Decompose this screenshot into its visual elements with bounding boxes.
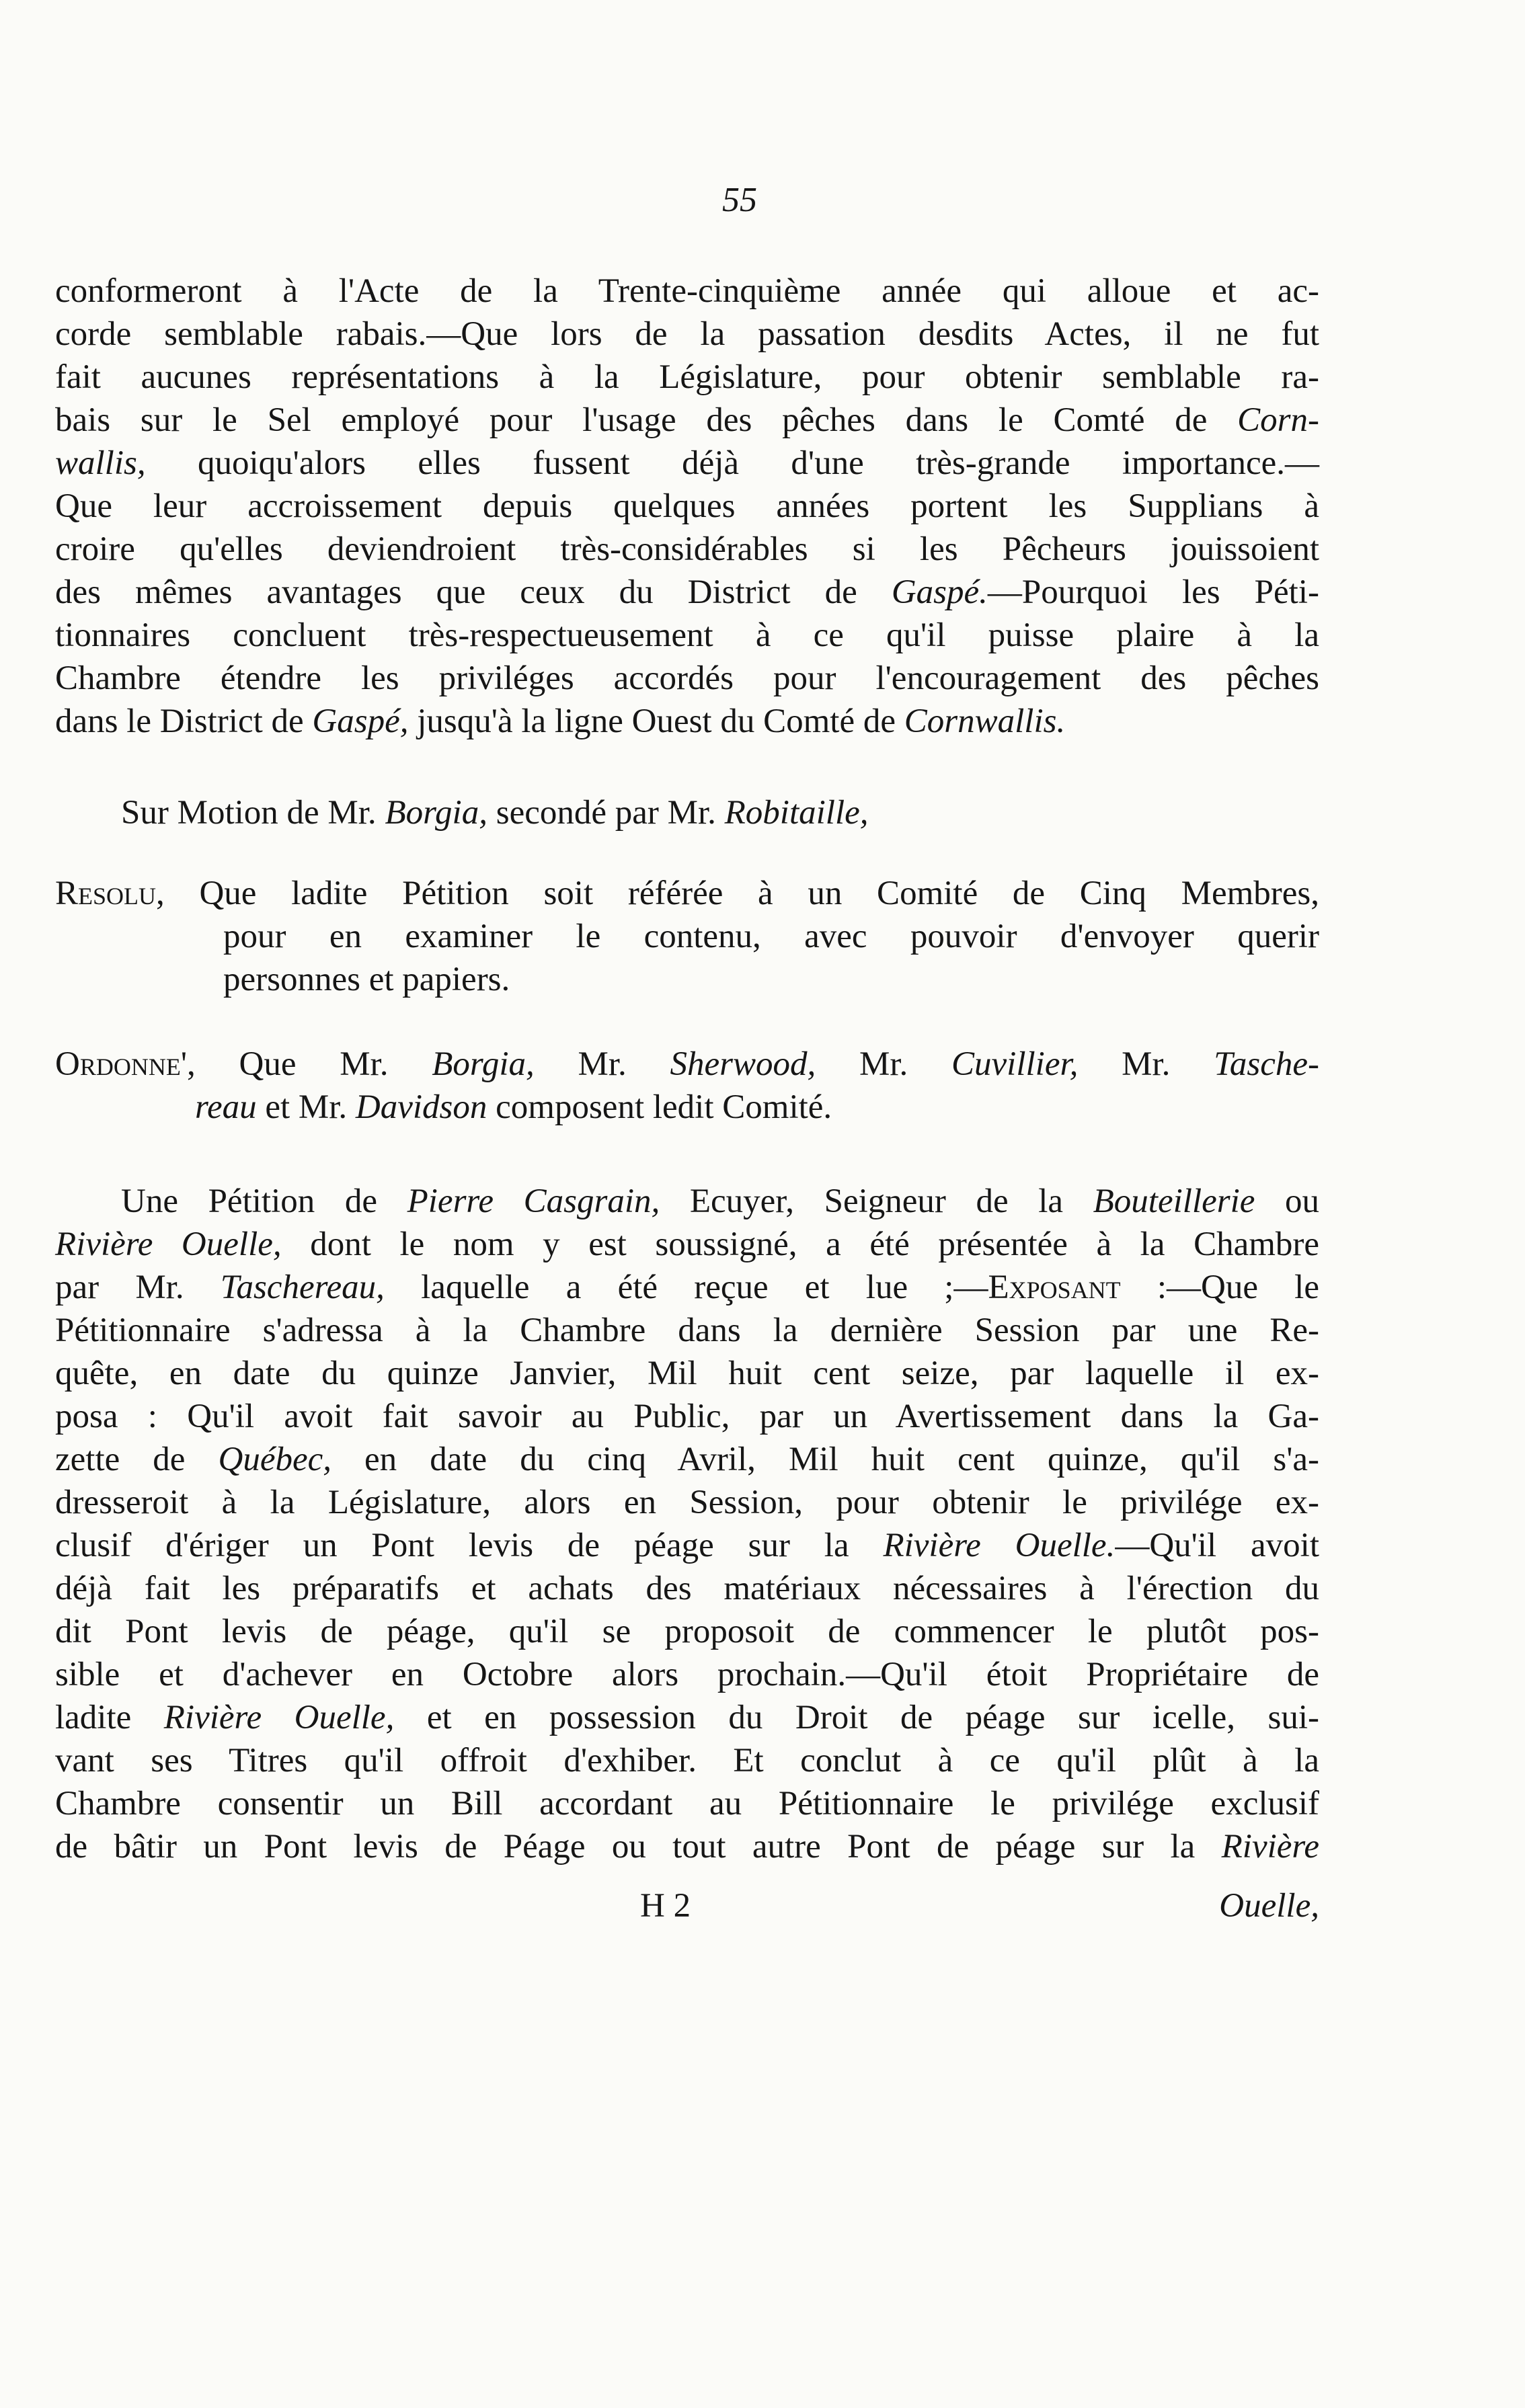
text-run: de bâtir un Pont levis de Péage ou tout autre Pont de péage sur la [55, 1828, 1222, 1865]
signature-mark: H 2 [640, 1887, 691, 1925]
text-run: —Pourquoi les Péti- [987, 573, 1319, 611]
italic-text: Tasche- [1214, 1045, 1319, 1083]
page-footer [55, 1882, 1319, 1929]
text-line [55, 1781, 1319, 1826]
text-line [223, 914, 1319, 959]
text-run: Que leur accroissement depuis quelques années portent les Supplians à [55, 487, 1319, 525]
text-line [55, 656, 1319, 700]
text-run: Sur Motion de Mr. [121, 794, 385, 832]
small-caps-text: Ordonne', [55, 1045, 196, 1083]
italic-text: Gaspé, [312, 703, 409, 740]
text-run: conformeront à l'Acte de la Trente-cinquième année qui alloue et ac- [55, 272, 1319, 310]
text-run: Ecuyer, Seigneur de la [660, 1182, 1093, 1220]
text-run: Que Mr. [195, 1045, 432, 1083]
text-line [55, 441, 1319, 485]
text-line [55, 570, 1319, 614]
text-run: composent ledit Comité. [487, 1088, 832, 1126]
text-run: Chambre étendre les priviléges accordés pour l'encouragement des pêches [55, 659, 1319, 697]
text-line [55, 398, 1319, 442]
text-line [55, 1394, 1319, 1439]
text-line [121, 791, 1319, 835]
italic-text: Taschereau, [220, 1269, 385, 1306]
text-run: Mr. [816, 1045, 951, 1083]
text-run: quête, en date du quinze Janvier, Mil huit cent seize, par laquelle il ex- [55, 1355, 1319, 1392]
text-line [55, 1042, 1319, 1086]
italic-text: Sherwood, [670, 1045, 816, 1083]
text-run: jusqu'à la ligne Ouest du Comté de [408, 703, 904, 740]
text-line [55, 527, 1319, 571]
page-number: 55 [722, 181, 757, 219]
text-run: dont le nom y est soussigné, a été présentée à la Chambre [281, 1226, 1320, 1263]
text-run: dresseroit à la Législature, alors en Session, pour obtenir le privilége ex- [55, 1484, 1319, 1521]
text-line [55, 1695, 1319, 1740]
text-line [55, 1351, 1319, 1396]
italic-text: Corn- [1237, 401, 1319, 439]
text-line [55, 1738, 1319, 1783]
text-line [55, 355, 1319, 399]
text-run: pour en examiner le contenu, avec pouvoir d'envoyer querir [223, 918, 1319, 955]
italic-text: Rivière Ouelle, [55, 1226, 282, 1263]
italic-text: Rivière [1221, 1828, 1319, 1865]
text-run: dans le District de [55, 703, 313, 740]
text-run: Chambre consentir un Bill accordant au Pétitionnaire le privilége exclusif [55, 1785, 1319, 1822]
text-line [55, 871, 1319, 916]
small-caps-text: Resolu, [55, 875, 165, 912]
italic-text: Davidson [355, 1088, 487, 1126]
text-run: et Mr. [256, 1088, 356, 1126]
text-run: :—Que le [1120, 1269, 1319, 1306]
text-run: sible et d'achever en Octobre alors prochain.—Qu'il étoit Propriétaire de [55, 1656, 1319, 1693]
text-run: vant ses Titres qu'il offroit d'exhiber. Et conclut à ce qu'il plût à la [55, 1742, 1319, 1779]
italic-text: Québec, [218, 1441, 331, 1478]
italic-text: reau [195, 1088, 257, 1126]
text-run: secondé par Mr. [487, 794, 725, 832]
italic-text: Borgia, [432, 1045, 535, 1083]
text-line [55, 312, 1319, 356]
text-run: laquelle a été reçue et lue ;— [384, 1269, 988, 1306]
text-run: par Mr. [55, 1269, 221, 1306]
text-run: posa : Qu'il avoit fait savoir au Public, par un Avertissement dans la Ga- [55, 1398, 1319, 1435]
text-run: clusif d'ériger un Pont levis de péage sur la [55, 1527, 884, 1564]
text-line [55, 699, 1319, 744]
text-run: Mr. [534, 1045, 670, 1083]
text-run: Mr. [1078, 1045, 1214, 1083]
text-run: zette de [55, 1441, 219, 1478]
text-line [55, 269, 1319, 313]
text-run: ou [1255, 1182, 1320, 1220]
italic-text: wallis, [55, 444, 146, 482]
italic-text: Rivière Ouelle, [163, 1699, 395, 1736]
text-run: quoiqu'alors elles fussent déjà d'une très-grande importance.— [145, 444, 1319, 482]
text-line [55, 1437, 1319, 1482]
italic-text: Rivière Ouelle. [883, 1527, 1116, 1564]
text-run: croire qu'elles deviendroient très-considérables si les Pêcheurs jouissoient [55, 530, 1319, 568]
text-run: Une Pétition de [121, 1182, 407, 1220]
italic-text: Borgia, [385, 794, 487, 832]
italic-text: Gaspé. [891, 573, 988, 611]
text-run: et en possession du Droit de péage sur icelle, sui- [394, 1699, 1320, 1736]
text-run: tionnaires concluent très-respectueusement à ce qu'il puisse plaire à la [55, 616, 1319, 654]
text-line [55, 1222, 1319, 1267]
text-line [223, 957, 1319, 1002]
text-run: fait aucunes représentations à la Législature, pour obtenir semblable ra- [55, 358, 1319, 396]
italic-text: Bouteillerie [1093, 1182, 1255, 1220]
text-line [55, 1523, 1319, 1568]
small-caps-text: Exposant [988, 1269, 1121, 1306]
text-line [195, 1085, 1319, 1129]
text-line [121, 1179, 1319, 1223]
catchword: Ouelle, [1219, 1887, 1319, 1925]
text-line [55, 1652, 1319, 1697]
text-run: en date du cinq Avril, Mil huit cent quinze, qu'il s'a- [331, 1441, 1320, 1478]
text-run: déjà fait les préparatifs et achats des matériaux nécessaires à l'érection du [55, 1570, 1319, 1607]
text-line [55, 484, 1319, 528]
text-run: personnes et papiers. [223, 961, 510, 998]
text-run: corde semblable rabais.—Que lors de la passation desdits Actes, il ne fut [55, 315, 1319, 353]
text-run: dit Pont levis de péage, qu'il se proposoit de commencer le plutôt pos- [55, 1613, 1319, 1650]
text-line [55, 1308, 1319, 1353]
text-line [55, 1824, 1319, 1869]
text-line [55, 613, 1319, 657]
italic-text: Cuvillier, [951, 1045, 1079, 1083]
italic-text: Robitaille, [724, 794, 869, 832]
text-line [55, 1265, 1319, 1310]
italic-text: Pierre Casgrain, [407, 1182, 660, 1220]
text-line [55, 1480, 1319, 1525]
text-run: bais sur le Sel employé pour l'usage des pêches dans le Comté de [55, 401, 1238, 439]
text-run: des mêmes avantages que ceux du District de [55, 573, 892, 611]
text-run: Que ladite Pétition soit référée à un Comité de Cinq Membres, [164, 875, 1319, 912]
text-run: ladite [55, 1699, 164, 1736]
italic-text: Cornwallis. [904, 703, 1066, 740]
text-line [55, 1609, 1319, 1654]
text-line [55, 1566, 1319, 1611]
text-run: Pétitionnaire s'adressa à la Chambre dans la dernière Session par une Re- [55, 1312, 1319, 1349]
text-run: —Qu'il avoit [1115, 1527, 1319, 1564]
